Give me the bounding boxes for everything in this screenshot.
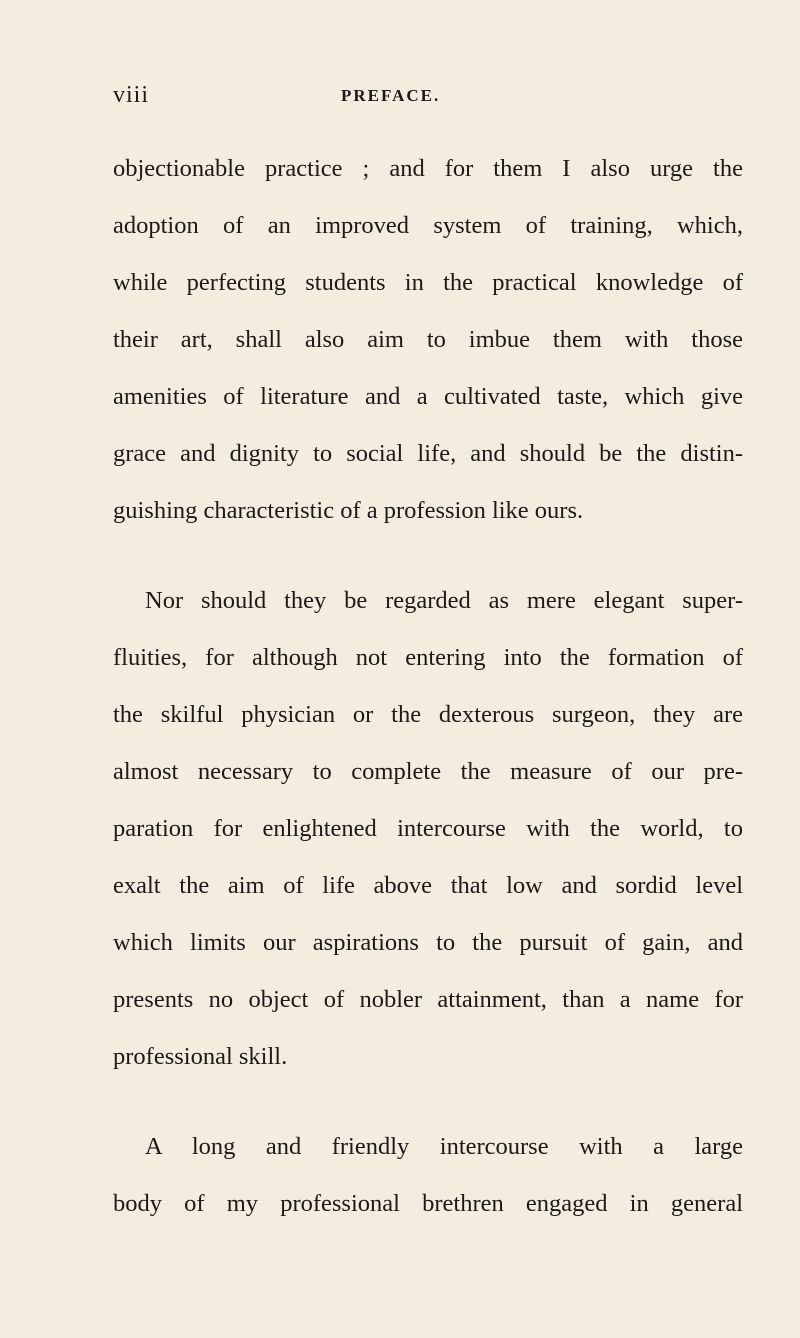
text-line: presents no object of nobler attainment, than a name for [113,986,743,1013]
paragraph-spacer [113,539,743,572]
paragraph-1 [113,140,743,539]
text-line: objectionable practice ; and for them I also urge the [113,155,743,182]
text-line: exalt the aim of life above that low and sordid level [113,872,743,899]
text-line: Nor should they be regarded as mere elegant super- [145,587,743,614]
text-line: paration for enlightened intercourse with the world, to [113,815,743,842]
paragraph-3 [113,1118,743,1232]
text-line: body of my professional brethren engaged in general [113,1190,743,1217]
text-line: A long and friendly intercourse with a large [145,1133,743,1160]
paragraph-2 [113,572,743,1085]
text-line: while perfecting students in the practical knowledge of [113,269,743,296]
text-line: grace and dignity to social life, and should be the distin- [113,440,743,467]
text-line: their art, shall also aim to imbue them with those [113,326,743,353]
text-line: guishing characteristic of a profession like ours. [113,497,584,524]
text-line: the skilful physician or the dexterous surgeon, they are [113,701,743,728]
page-header [113,82,693,112]
running-head: PREFACE. [341,86,441,105]
text-line: almost necessary to complete the measure of our pre- [113,758,743,785]
text-line: professional skill. [113,1043,288,1070]
text-line: which limits our aspirations to the pursuit of gain, and [113,929,743,956]
body-text [113,140,743,1232]
page-number: viii [113,82,150,108]
text-line: fluities, for although not entering into the formation of [113,644,743,671]
paragraph-spacer [113,1085,743,1118]
text-line: amenities of literature and a cultivated taste, which give [113,383,743,410]
text-line: adoption of an improved system of training, which, [113,212,743,239]
